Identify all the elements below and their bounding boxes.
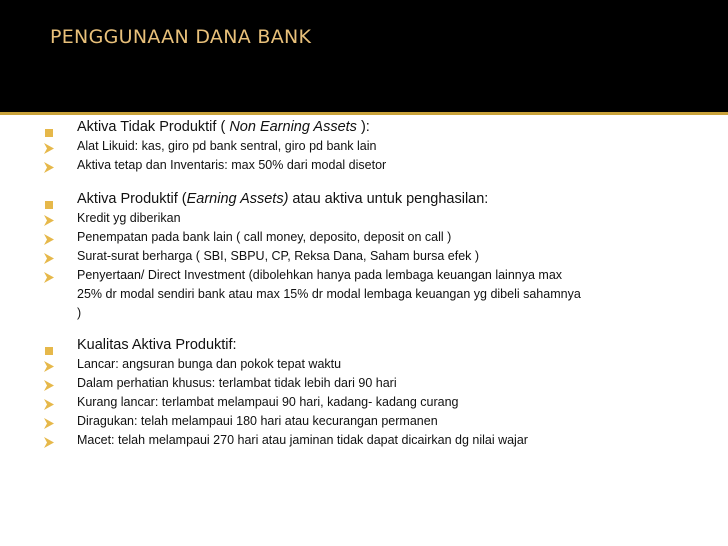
slide-title: PENGGUNAAN DANA BANK	[50, 26, 312, 48]
list-item-text: Diragukan: telah melampaui 180 hari atau kecurangan permanen	[77, 414, 438, 428]
list-item-text: Penempatan pada bank lain ( call money, deposito, deposit on call )	[77, 230, 452, 244]
heading-text-end: ):	[356, 119, 370, 135]
section-heading-productive	[44, 190, 694, 209]
heading-emphasis: Non Earning Assets	[229, 119, 357, 135]
section-heading-quality	[44, 336, 694, 355]
list-item	[44, 393, 694, 412]
list-item	[44, 374, 694, 393]
list-item	[44, 431, 694, 450]
heading-text: Aktiva Tidak Produktif (	[77, 119, 230, 135]
list-item-text: Aktiva tetap dan Inventaris: max 50% dari modal disetor	[77, 158, 387, 172]
list-item-text: Kredit yg diberikan	[77, 211, 181, 225]
list-item	[44, 209, 694, 228]
list-item	[44, 137, 694, 156]
list-item-text: Alat Likuid: kas, giro pd bank sentral, giro pd bank lain	[77, 139, 377, 153]
list-item-continuation: )	[77, 306, 82, 320]
heading-text: Aktiva Produktif (	[77, 191, 187, 207]
slide-body	[44, 118, 694, 450]
list-item	[44, 412, 694, 431]
list-item-text: Macet: telah melampaui 270 hari atau jaminan tidak dapat dicairkan dg nilai wajar	[77, 433, 528, 447]
list-item-text: Lancar: angsuran bunga dan pokok tepat waktu	[77, 357, 342, 371]
list-item	[44, 156, 694, 175]
list-item	[44, 355, 694, 374]
accent-divider	[0, 112, 728, 115]
heading-emphasis: Earning Assets)	[186, 191, 289, 207]
section-heading-nonproductive	[44, 118, 694, 137]
list-item-text: Surat-surat berharga ( SBI, SBPU, CP, Reksa Dana, Saham bursa efek )	[77, 249, 480, 263]
list-item-text: Penyertaan/ Direct Investment (dibolehkan hanya pada lembaga keuangan lainnya max	[77, 268, 563, 282]
arrow-bullet-icon	[44, 435, 54, 454]
list-item	[44, 247, 694, 266]
list-item-text: Kurang lancar: terlambat melampaui 90 hari, kadang- kadang curang	[77, 395, 459, 409]
list-item	[44, 228, 694, 247]
arrow-bullet-icon	[44, 270, 54, 289]
arrow-bullet-icon	[44, 160, 54, 179]
title-bar	[0, 0, 728, 112]
heading-text-end: atau aktiva untuk penghasilan:	[288, 191, 489, 207]
list-item-continuation: 25% dr modal sendiri bank atau max 15% dr modal lembaga keuangan yg dibeli sahamnya	[77, 287, 581, 301]
list-item	[44, 266, 694, 285]
list-item-text: Dalam perhatian khusus: terlambat tidak lebih dari 90 hari	[77, 376, 397, 390]
heading-text: Kualitas Aktiva Produktif:	[77, 337, 237, 353]
